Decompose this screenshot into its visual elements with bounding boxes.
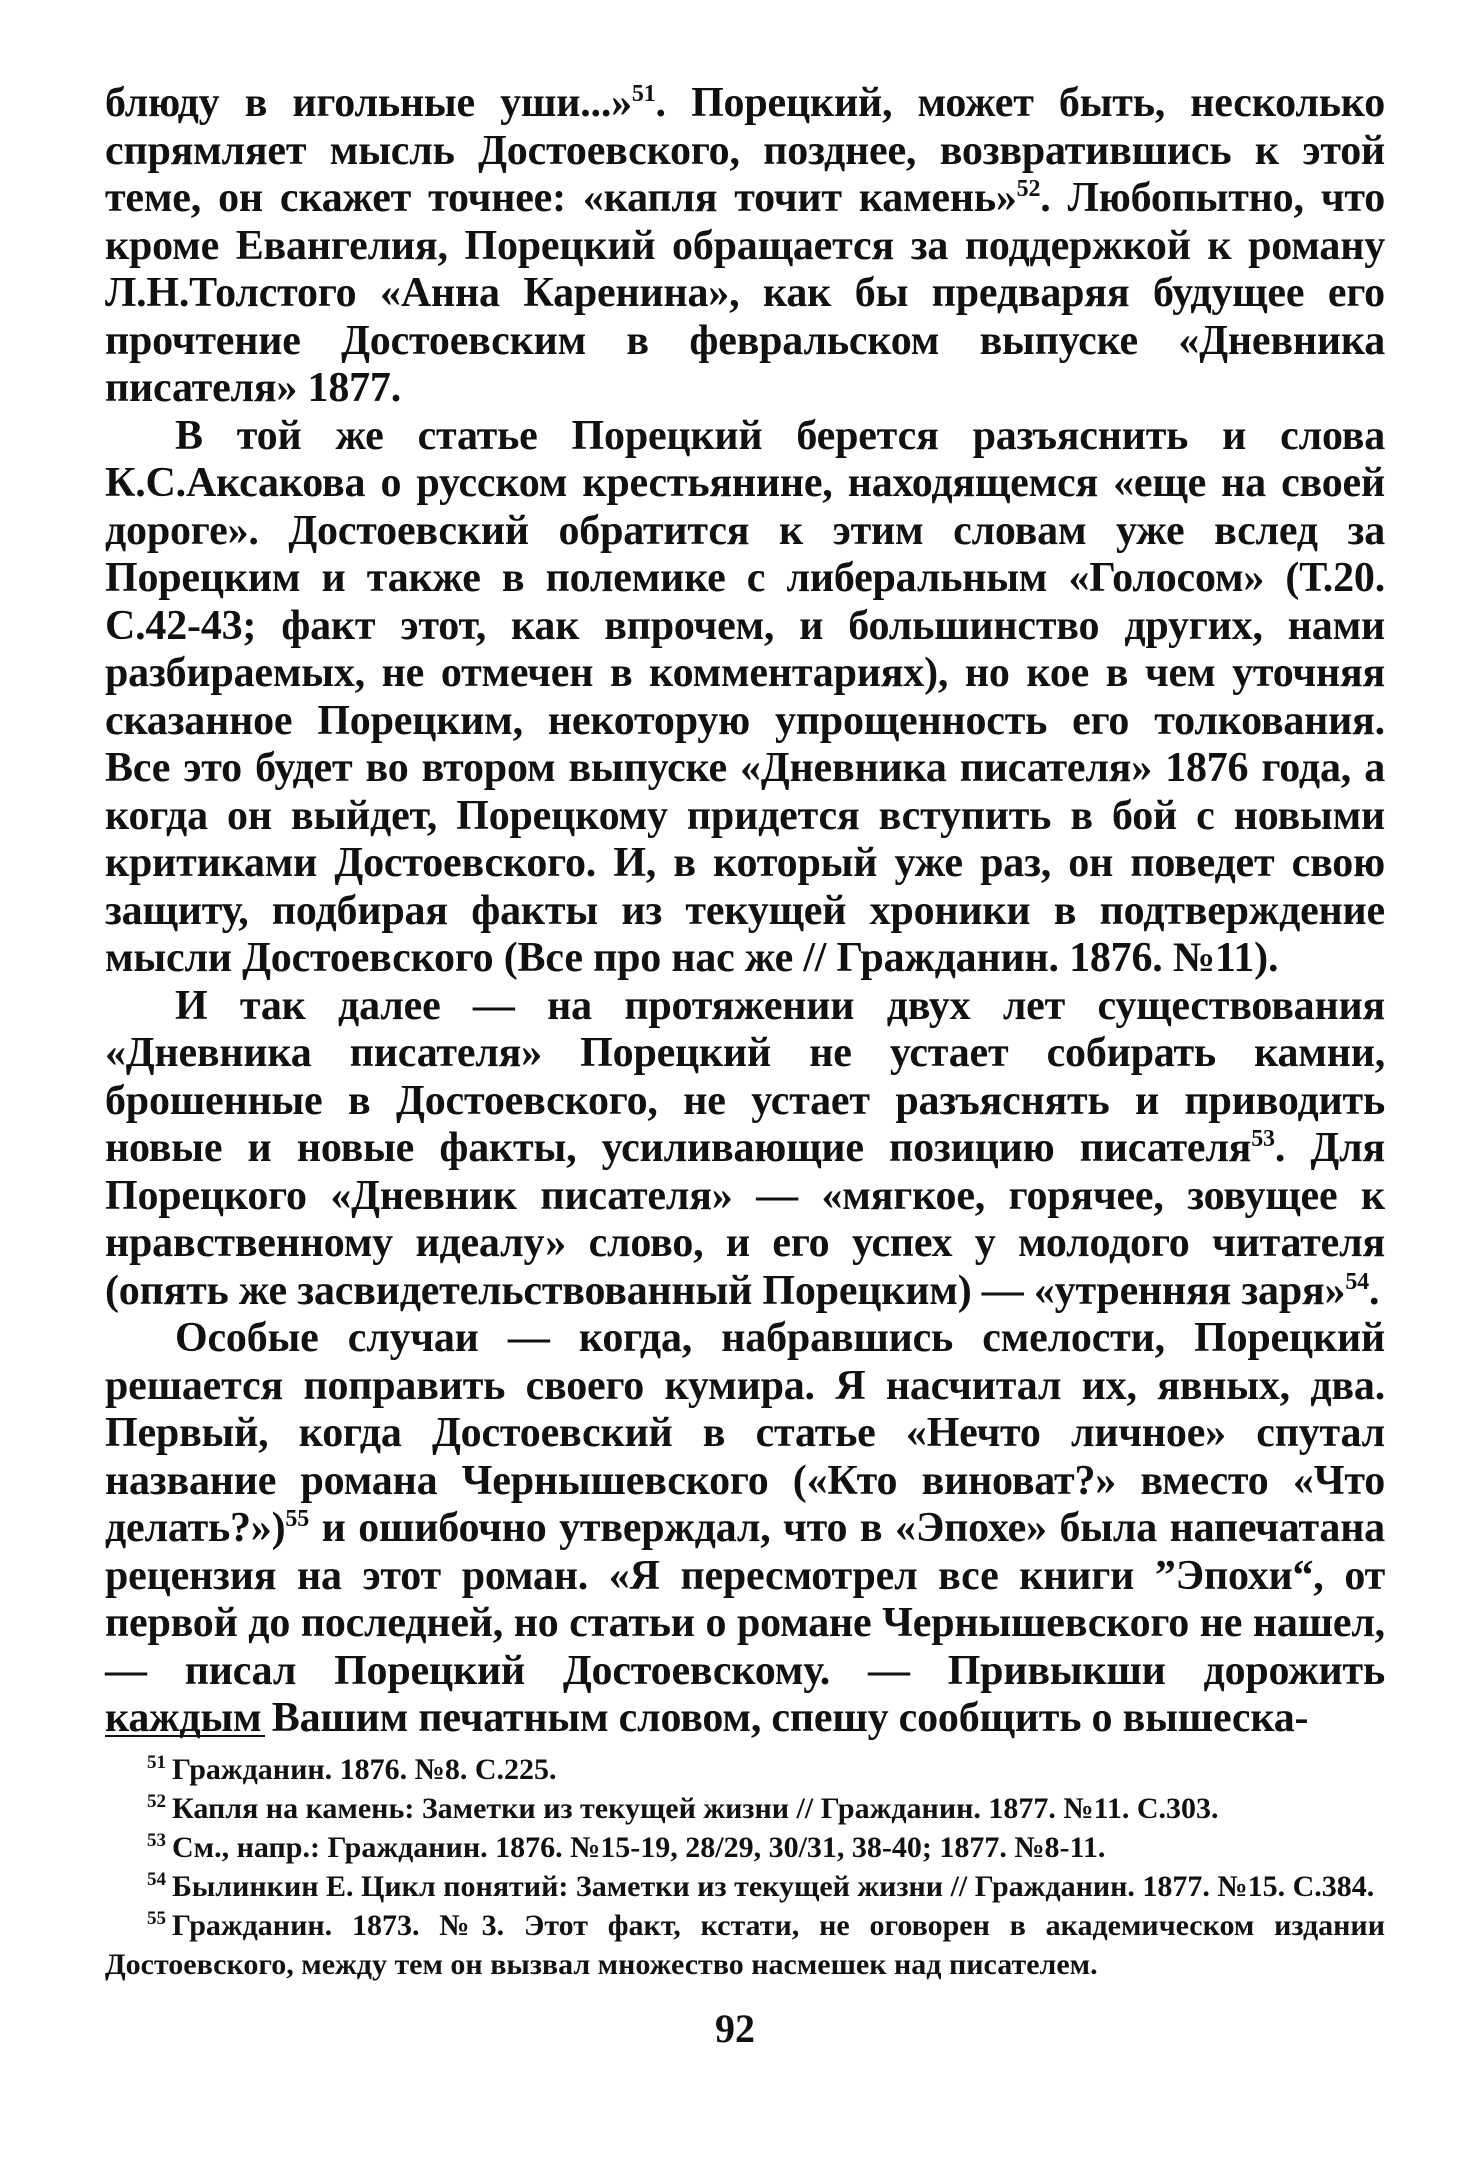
paragraph bbox=[105, 983, 1385, 1316]
footnote-ref: 53 bbox=[1251, 1126, 1275, 1152]
footnote-text: Былинкин Е. Цикл понятий: Заметки из текущей жизни // Гражданин. 1877. №15. С.384. bbox=[172, 1870, 1375, 1903]
footnote bbox=[105, 1750, 1385, 1789]
footnotes bbox=[105, 1750, 1385, 1984]
text-segment: и ошибочно утверждал, что в «Эпохе» была напечатана рецензия на этот роман. «Я пересмотрел все книги ”Эпохи“, от первой до последней, но статьи о романе Чернышевского не нашел, — писал Порецкий Достоевскому. — Привыкши дорожить каждым Вашим печатным словом, спешу сообщить о вышеска- bbox=[105, 1505, 1385, 1741]
main-text bbox=[105, 80, 1385, 1743]
footnote-number: 54 bbox=[147, 1869, 166, 1890]
footnote-ref: 54 bbox=[1345, 1268, 1369, 1295]
footnote-ref: 52 bbox=[1016, 176, 1041, 202]
footnote-ref: 51 bbox=[631, 81, 656, 107]
footnote bbox=[105, 1906, 1385, 1984]
footnote-text: Капля на камень: Заметки из текущей жизни // Гражданин. 1877. №11. С.303. bbox=[172, 1792, 1219, 1825]
footnote-ref: 55 bbox=[285, 1506, 310, 1532]
text-segment: . bbox=[1368, 1267, 1380, 1314]
footnote-text: Гражданин. 1873. №3. Этот факт, кстати, не оговорен в академическом издании Достоевского, между тем он вызвал множество насмешек над писателем. bbox=[105, 1909, 1385, 1981]
footnote-number: 51 bbox=[147, 1752, 166, 1773]
footnote-number: 53 bbox=[147, 1830, 166, 1851]
text-segment: И так далее — на протяжении двух лет существования «Дневника писателя» Порецкий не устает собирать камни, брошенные в Достоевского, не устает разъяснять и приводить новые и новые факты, усиливающие позицию писателя bbox=[105, 982, 1385, 1171]
footnote bbox=[105, 1828, 1385, 1867]
text-segment: . Любопытно, что кроме Евангелия, Порецкий обращается за поддержкой к роману Л.Н.Толстого «Анна Каренина», как бы предваряя будущее его прочтение Достоевским в февральском выпуске «Дневника писателя» 1877. bbox=[105, 175, 1385, 411]
footnote-divider bbox=[105, 1735, 265, 1737]
page-number: 92 bbox=[715, 2006, 755, 2051]
footnote-number: 52 bbox=[147, 1791, 166, 1812]
footnote bbox=[105, 1789, 1385, 1828]
text-segment: блюду в игольные уши...» bbox=[105, 80, 632, 126]
paragraph bbox=[105, 80, 1385, 413]
footnote-text: См., напр.: Гражданин. 1876. №15-19, 28/29, 30/31, 38-40; 1877. №8-11. bbox=[172, 1831, 1106, 1864]
footnote-number: 55 bbox=[147, 1908, 166, 1929]
text-segment: . Для Порецкого «Дневник писателя» — «мягкое, горячее, зовущее к нравственному идеалу» слово, и его успех у молодого читателя (опять же засвидетельствованный Порецким) — «утренняя заря» bbox=[105, 1125, 1385, 1314]
text-segment: В той же статье Порецкий берется разъяснить и слова К.С.Аксакова о русском крестьянине, находящемся «еще на своей дороге». Достоевский обратится к этим словам уже вслед за Порецким и также в полемике с либеральным «Голосом» (Т.20. С.42-43; факт этот, как впрочем, и большинство других, нами разбираемых, не отмечен в комментариях), но кое в чем уточняя сказанное Порецким, некоторую упрощенность его толкования. Все это будет во втором выпуске «Дневника писателя» 1876 года, а когда он выйдет, Порецкому придется вступить в бой с новыми критиками Достоевского. И, в который уже раз, он поведет свою защиту, подбирая факты из текущей хроники в подтверждение мысли Достоевского (Все про нас же // Гражданин. 1876. №11). bbox=[105, 412, 1385, 981]
text-segment: Особые случаи — когда, набравшись смелости, Порецкий решается поправить своего кумира. Я насчитал их, явных, два. Первый, когда Достоевский в статье «Нечто личное» спутал название романа Чернышевского («Кто виноват?» вместо «Что делать?») bbox=[105, 1315, 1385, 1551]
text-segment: . Порецкий, может быть, несколько спрямляет мысль Достоевского, позднее, возвратившись к этой теме, он скажет точнее: «капля точит камень» bbox=[105, 80, 1386, 221]
footnote bbox=[105, 1867, 1385, 1906]
page-body bbox=[105, 80, 1385, 1743]
paragraph bbox=[105, 413, 1385, 983]
paragraph bbox=[105, 1315, 1385, 1743]
footnote-text: Гражданин. 1876. №8. С.225. bbox=[172, 1753, 557, 1786]
